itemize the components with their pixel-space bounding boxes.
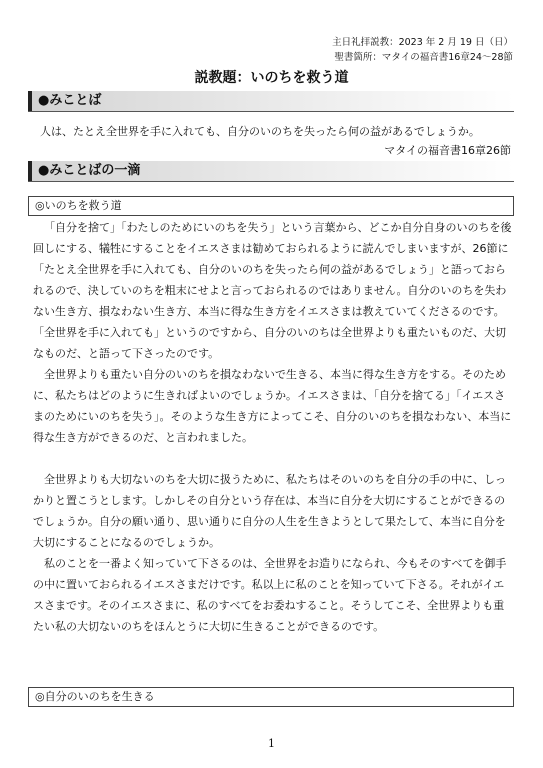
paragraph-gap [33,448,513,469]
verse-reference: マタイの福音書16章26節 [384,144,511,157]
sermon-title: 説教題：いのちを救う道 [194,70,349,86]
subheading-box: ◎いのちを救う道 [28,196,514,216]
section-heading-drop: ●みことばの一滴 [28,161,514,181]
scripture-passage: 聖書箇所：マタイの福音書16章24～28節 [334,52,513,63]
key-verse: 人は、たとえ全世界を手に入れても、自分のいのちを失ったら何の益があるでしょうか。 [40,125,480,138]
body-paragraph: 全世界よりも重たい自分のいのちを損なわないで生きる、本当に得な生き方をする。そのために、私たちはどのように生きればよいのでしょうか。イエスさまは、「自分を捨てる」「イエスさまのためにいのちを失う」。そのような生き方によってこそ、自分のいのちを損なわない、本当に得な生き方ができるのだ、と言われました。 [33,368,512,444]
body-paragraph: 全世界よりも大切ないのちを大切に扱うために、私たちはそのいのちを自分の手の中に、しっかりと置こうとします。しかしその自分という存在は、本当に自分を大切にすることができるのでしょうか。自分の願い通り、思い通りに自分の人生を生きようとして果たして、本当に自分を大切にすることになるのでしょうか。 [33,473,506,549]
page-number: 1 [268,737,275,750]
body-paragraph: 「自分を捨て」「わたしのためにいのちを失う」という言葉から、どこか自分自身のいのちを後回しにする、犠牲にすることをイエスさまは勧めておられるように読んでしまいますが、26節に「たとえ全世界を手に入れても、自分のいのちを失ったら何の益があるでしょう」と語っておられるので、決していのちを粗末にせよと言っておられるのではありません。自分のいのちを失わない生き方、損なわない生き方、本当に得な生き方をイエスさまは教えていてくださるのです。「全世界を手に入れても」というのですから、自分のいのちは全世界よりも重たいものだ、大切なものだ、と語って下さったのです。 [33,221,512,360]
body-paragraph: 私のことを一番よく知っていて下さるのは、全世界をお造りになられ、今もそのすべてを御手の中に置いておられるイエスさまだけです。私以上に私のことを知っていて下さる。それがイエスさまです。そのイエスさまに、私のすべてをお委ねすること。そうしてこそ、全世界よりも重たい私の大切ないのちをほんとうに大切に生きることができるのです。 [33,557,507,633]
subheading-box: ◎自分のいのちを生きる [28,687,514,707]
section-heading-word: ●みことば [28,91,514,111]
section-divider [28,111,514,112]
sermon-body [33,217,513,637]
section-divider [28,181,514,182]
sermon-date: 主日礼拝説教：2023 年 2 月 19 日（日） [332,37,513,48]
